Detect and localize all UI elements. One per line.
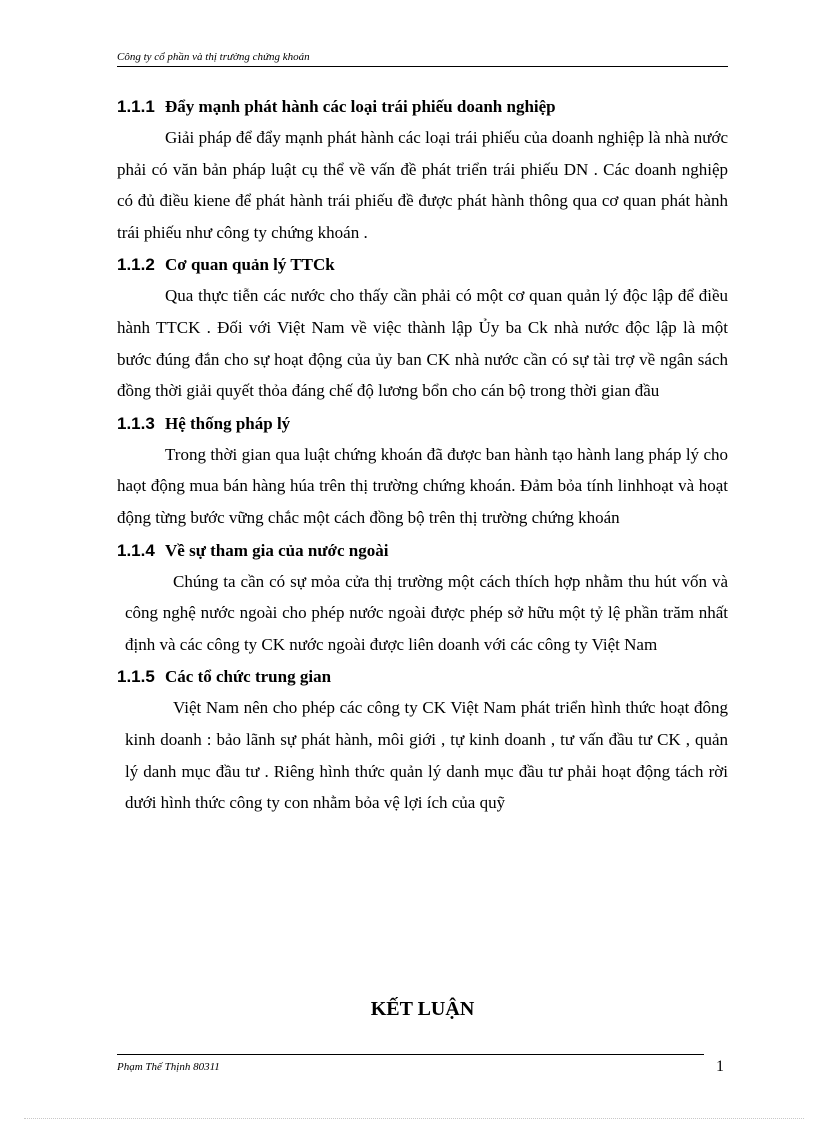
section-number: 1.1.5 <box>117 667 155 687</box>
section-title: Hệ thống pháp lý <box>165 413 291 433</box>
section-paragraph: Giải pháp để đẩy mạnh phát hành các loại trái phiếu của doanh nghiệp là nhà nước phải có văn bản pháp luật cụ thể về vấn đề phát triển trái phiếu DN . Các doanh nghiệp có đủ điều kiene để phát hành trái phiếu đề được phát hành thông qua cơ quan phát hành trái phiếu như công ty chứng khoán . <box>117 128 728 242</box>
page-number: 1 <box>716 1058 724 1075</box>
section-title: Cơ quan quản lý TTCk <box>165 255 335 275</box>
document-body <box>117 92 728 821</box>
section-paragraph: Qua thực tiễn các nước cho thấy cần phải có một cơ quan quản lý độc lập để điều hành TTCK . Đối với Việt Nam về việc thành lập Ủy ba Ck nhà nước độc lập là một bước đúng đắn cho sự hoạt động của ủy ban CK nhà nước cần có sự tài trợ về ngân sách đồng thời giải quyết thỏa đáng chế độ lương bổn cho cán bộ trong thời gian đầu <box>117 286 728 401</box>
section-number: 1.1.3 <box>117 413 155 433</box>
page-boundary <box>24 1118 804 1119</box>
section-paragraph: Trong thời gian qua luật chứng khoán đã được ban hành tạo hành lang pháp lý cho haọt động mua bán hàng húa trên thị trường chứng khoán. Đảm bỏa tính linhhoạt và hoạt động từng bước vững chắc một cách đồng bộ trên thị trường chứng khoán <box>117 444 728 527</box>
footer-author: Phạm Thế Thịnh 80311 <box>117 1061 220 1073</box>
section-heading <box>117 409 728 439</box>
running-header: Công ty cổ phần và thị trường chứng khoán <box>117 50 728 67</box>
section-1-1-1 <box>117 92 728 248</box>
section-1-1-3 <box>117 409 728 534</box>
section-1-1-4 <box>117 536 728 661</box>
section-1-1-2 <box>117 250 728 406</box>
section-heading <box>117 250 728 280</box>
section-paragraph: Chúng ta cần có sự mỏa cửa thị trường một cách thích hợp nhằm thu hút vốn và công nghệ nước ngoài cho phép nước ngoài được phép sở hữu một tỷ lệ phần trăm nhất định và các công ty CK nước ngoài được liên doanh với các công ty Việt Nam <box>125 571 728 654</box>
section-number: 1.1.1 <box>117 97 155 116</box>
section-heading <box>117 536 728 566</box>
conclusion-heading: KẾT LUẬN <box>370 998 475 1020</box>
section-title: Các tổ chức trung gian <box>165 667 332 687</box>
section-paragraph: Việt Nam nên cho phép các công ty CK Việt Nam phát triển hình thức hoạt đông kinh doanh : bảo lãnh sự phát hành, môi giới , tự kinh doanh , tư vấn đầu tư CK , quản lý danh mục đầu tư . Riêng hình thức quản lý danh mục đầu tư phải hoạt động tách rời dưới hình thức công ty con nhằm bỏa vệ lợi ích của quỹ <box>125 698 728 813</box>
section-1-1-5 <box>117 662 728 818</box>
section-number: 1.1.4 <box>117 540 155 560</box>
section-heading <box>117 662 728 692</box>
section-title: Về sự tham gia của nước ngoài <box>165 540 389 560</box>
section-heading <box>117 92 728 122</box>
section-number: 1.1.2 <box>117 255 155 275</box>
footer-divider <box>117 1054 704 1055</box>
section-title: Đẩy mạnh phát hành các loại trái phiếu doanh nghiệp <box>165 97 556 116</box>
